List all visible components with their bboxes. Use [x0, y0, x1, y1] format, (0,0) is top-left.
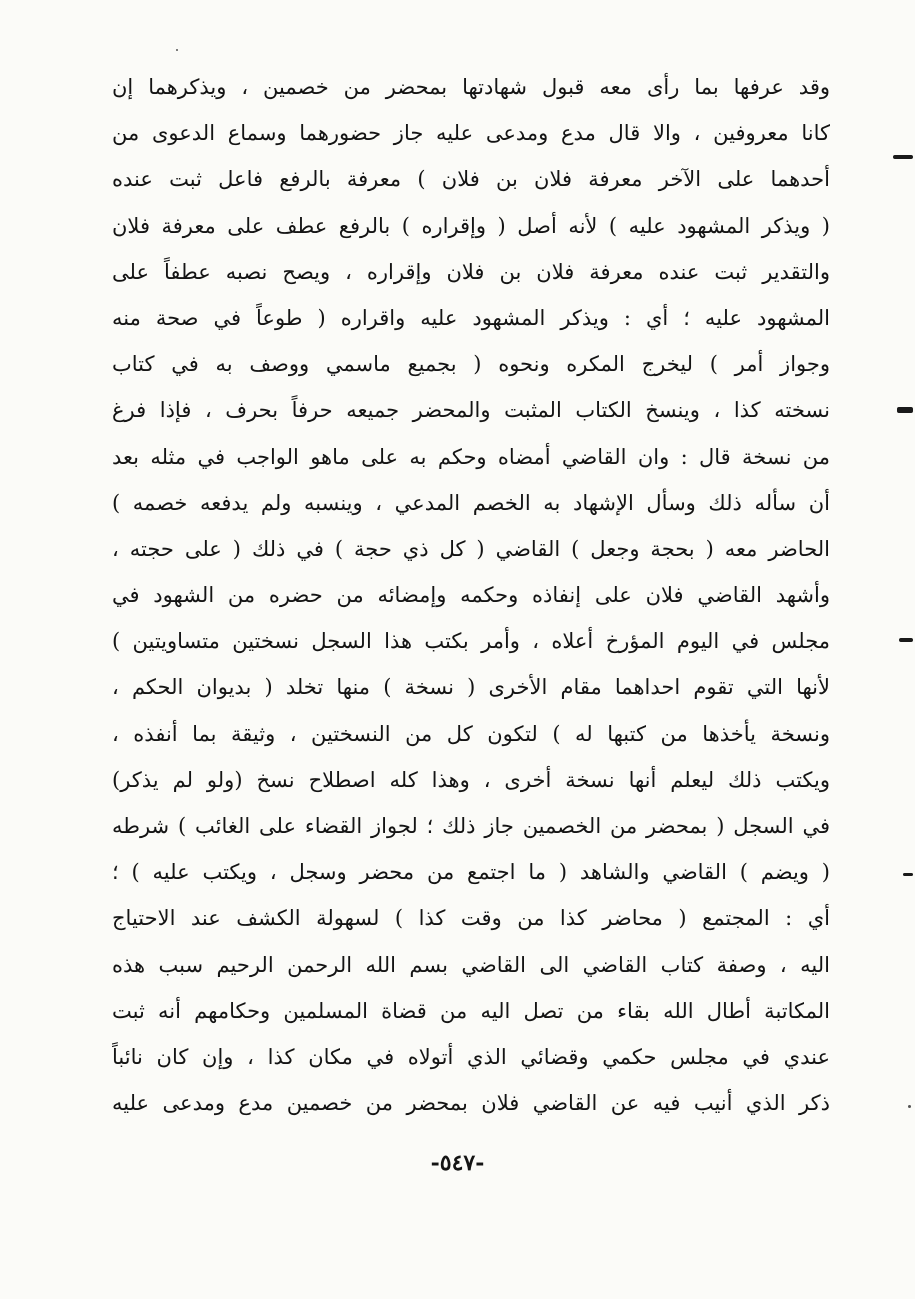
text-line: نسخته كذا ، وينسخ الكتاب المثبت والمحضر جميعه حرفاً بحرف ، فإذا فرغ	[112, 398, 830, 423]
text-line: المكاتبة أطال الله بقاء من تصل اليه من قضاة المسلمين وحكامهم أنه ثبت	[112, 998, 830, 1023]
text-line: عندي في مجلس حكمي وقضائي الذي أتولاه في مكان كذا ، وإن كان نائباً	[112, 1044, 830, 1069]
text-line: اليه ، وصفة كتاب القاضي الى القاضي بسم الله الرحمن الرحيم سبب هذه	[112, 952, 830, 977]
margin-speck	[176, 49, 178, 51]
text-line: وجواز أمر ) ليخرج المكره ونحوه ( بجميع ماسمي ووصف به في كتاب	[112, 352, 830, 377]
text-line: الحاضر معه ( بحجة وجعل ) القاضي ( كل ذي حجة ) في ذلك ( على حجته ،	[112, 536, 830, 561]
text-line: ذكر الذي أنيب فيه عن القاضي فلان بمحضر من خصمين مدع ومدعى عليه	[112, 1091, 830, 1116]
text-line: المشهود عليه ؛ أي : ويذكر المشهود عليه واقراره ( طوعاً في صحة منه	[112, 305, 830, 330]
text-line: والتقدير ثبت عنده معرفة فلان بن فلان وإقراره ، ويصح نصبه عطفاً على	[112, 259, 830, 284]
margin-mark	[899, 638, 913, 642]
margin-speck	[908, 1105, 911, 1108]
text-line: وقد عرفها بما رأى معه قبول شهادتها بمحضر من خصمين ، ويذكرهما إن	[112, 75, 830, 99]
text-line: في السجل ( بمحضر من الخصمين جاز ذلك ؛ لجواز القضاء على الغائب ) شرطه	[112, 814, 830, 838]
text-line: ( ويضم ) القاضي والشاهد ( ما اجتمع من محضر وسجل ، ويكتب عليه ) ؛	[112, 860, 830, 885]
text-line: من نسخة قال : وان القاضي أمضاه وحكم به على ماهو الواجب في مثله بعد	[112, 444, 830, 469]
text-line: أي : المجتمع ( محاضر كذا من وقت كذا ) لسهولة الكشف عند الاحتياج	[112, 906, 830, 931]
text-line: أن سأله ذلك وسأل الإشهاد به الخصم المدعي ، وينسبه ولم يدفعه خصمه )	[112, 490, 830, 515]
margin-mark	[893, 155, 913, 159]
margin-mark	[897, 407, 913, 413]
text-line: ( ويذكر المشهود عليه ) لأنه أصل ( وإقراره ) بالرفع عطف على معرفة فلان	[112, 213, 830, 238]
text-line: مجلس في اليوم المؤرخ أعلاه ، وأمر بكتب هذا السجل نسختين متساويتين )	[112, 629, 830, 654]
text-line: كانا معروفين ، والا قال مدع ومدعى عليه جاز حضورهما وسماع الدعوى من	[112, 121, 830, 146]
text-line: لأنها التي تقوم احداهما مقام الأخرى ( نسخة ) منها تخلد ( بديوان الحكم ،	[112, 675, 830, 700]
page-number: -٥٤٧-	[430, 1150, 485, 1176]
text-line: ونسخة يأخذها من كتبها له ) لتكون كل من النسختين ، وثيقة بما أنفذه ،	[112, 721, 830, 746]
body-text	[112, 64, 830, 1126]
text-line: وأشهد القاضي فلان على إنفاذه وحكمه وإمضائه من حضره من الشهود في	[112, 583, 830, 608]
margin-mark	[903, 873, 913, 876]
text-line: أحدهما على الآخر معرفة فلان بن فلان ) معرفة بالرفع فاعل ثبت عنده	[112, 167, 830, 192]
text-line: ويكتب ذلك ليعلم أنها نسخة أخرى ، وهذا كله اصطلاح نسخ (ولو لم يذكر)	[112, 767, 830, 792]
